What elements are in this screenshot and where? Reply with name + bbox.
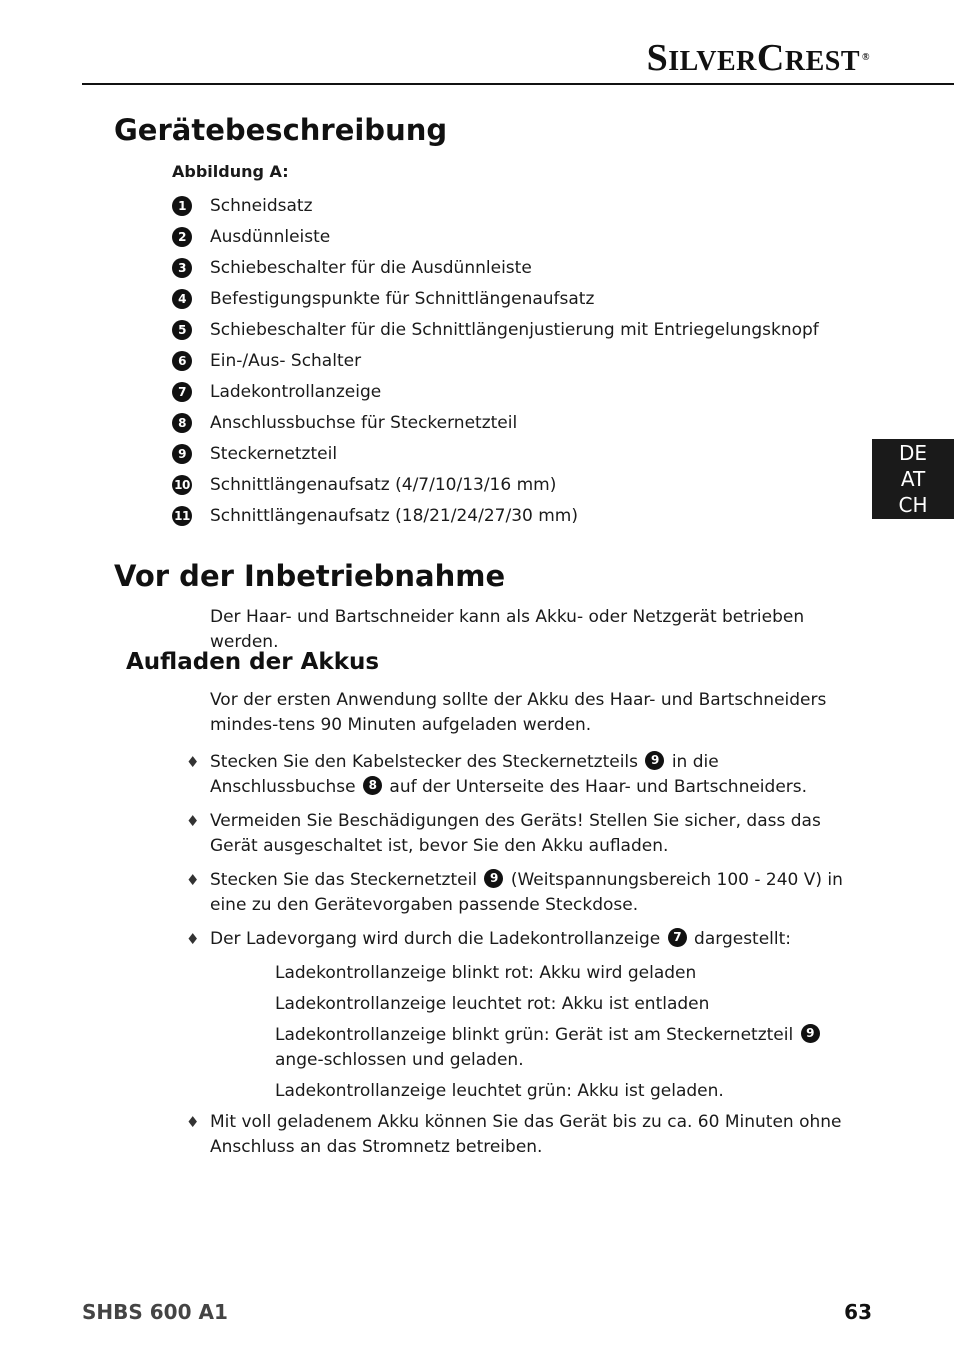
list-item — [172, 190, 819, 221]
brand-logo — [647, 36, 870, 80]
section3-intro: Vor der ersten Anwendung sollte der Akku des Haar- und Bartschneiders mindes-tens 90 Minuten aufgeladen werden. — [210, 690, 827, 735]
bullet-text-part: dargestellt: — [694, 929, 792, 949]
status-line: Ladekontrollanzeige leuchtet grün: Akku ist geladen. — [275, 1081, 724, 1101]
bullet-item — [186, 809, 846, 859]
part-number-badge: 10 — [172, 475, 192, 495]
part-number-badge: 6 — [172, 351, 192, 371]
bullet-text-part: auf der Unterseite des Haar- und Bartschneiders. — [389, 777, 808, 797]
logo-c: C — [756, 37, 785, 79]
part-label: Steckernetzteil — [210, 443, 338, 464]
status-text-part: ange-schlossen und geladen. — [275, 1050, 524, 1070]
bullet-item — [186, 927, 846, 952]
part-number-badge: 9 — [801, 1024, 820, 1043]
logo-ilver: ILVER — [668, 46, 757, 77]
bullet-item — [186, 868, 846, 918]
bullet-text — [210, 750, 846, 800]
logo-rest: REST — [784, 46, 861, 77]
part-label: Ausdünnleiste — [210, 226, 331, 247]
list-item — [172, 469, 819, 500]
part-number-badge: 7 — [172, 382, 192, 402]
bullet-text-part: Stecken Sie das Steckernetzteil — [210, 870, 478, 890]
list-item — [172, 407, 819, 438]
page-number: 63 — [844, 1300, 872, 1324]
part-label: Befestigungspunkte für Schnittlängenaufsatz — [210, 288, 595, 309]
part-number-badge: 5 — [172, 320, 192, 340]
list-item — [172, 283, 819, 314]
bullet-text-part: in die Anschlussbuchse — [210, 752, 719, 797]
part-number-badge: 7 — [668, 928, 687, 947]
bullet-text — [210, 868, 846, 918]
part-number-badge: 8 — [172, 413, 192, 433]
section-title-aufladen-der-akkus: Aufladen der Akkus — [126, 649, 380, 675]
header-rule — [82, 83, 954, 85]
part-number-badge: 9 — [172, 444, 192, 464]
list-item — [172, 500, 819, 531]
part-number-badge: 1 — [172, 196, 192, 216]
bullet-text-part: Stecken Sie den Kabelstecker des Steckernetzteils — [210, 752, 639, 772]
footer-model: SHBS 600 A1 — [82, 1300, 228, 1324]
part-number-badge: 11 — [172, 506, 192, 526]
part-number-badge: 2 — [172, 227, 192, 247]
part-label: Schiebeschalter für die Ausdünnleiste — [210, 257, 532, 278]
bullet-text: Mit voll geladenem Akku können Sie das Gerät bis zu ca. 60 Minuten ohne Anschluss an das Stromnetz betreiben. — [210, 1112, 842, 1157]
bullet-item — [186, 750, 846, 800]
list-item — [172, 438, 819, 469]
language-ch: CH — [898, 493, 928, 517]
part-label: Ladekontrollanzeige — [210, 381, 382, 402]
part-label: Schnittlängenaufsatz (18/21/24/27/30 mm) — [210, 505, 578, 526]
list-item — [172, 376, 819, 407]
part-number-badge: 3 — [172, 258, 192, 278]
bullet-text-part: Der Ladevorgang wird durch die Ladekontrollanzeige — [210, 929, 661, 949]
bullet-text-part: (Weitspannungsbereich 100 - 240 V) in eine zu den Gerätevorgaben passende Steckdose. — [210, 870, 843, 915]
bullet-text — [210, 927, 846, 952]
status-text-part: Ladekontrollanzeige blinkt grün: Gerät ist am Steckernetzteil — [275, 1025, 794, 1045]
logo-registered: ® — [862, 51, 870, 63]
part-label: Schneidsatz — [210, 195, 313, 216]
status-line: Ladekontrollanzeige leuchtet rot: Akku ist entladen — [275, 994, 710, 1014]
part-label: Schnittlängenaufsatz (4/7/10/13/16 mm) — [210, 474, 557, 495]
bullet-diamond-icon: ♦ — [186, 812, 200, 830]
part-number-badge: 4 — [172, 289, 192, 309]
bullet-diamond-icon: ♦ — [186, 1113, 200, 1131]
parts-list — [172, 190, 819, 531]
part-number-badge: 8 — [363, 776, 382, 795]
status-line: Ladekontrollanzeige blinkt rot: Akku wird geladen — [275, 963, 697, 983]
list-item — [172, 221, 819, 252]
language-at: AT — [900, 467, 926, 491]
bullet-diamond-icon: ♦ — [186, 930, 200, 948]
section-title-geraetebeschreibung: Gerätebeschreibung — [114, 113, 448, 147]
list-item — [172, 252, 819, 283]
figure-label: Abbildung A: — [172, 162, 289, 181]
part-number-badge: 9 — [484, 869, 503, 888]
part-label: Ein-/Aus- Schalter — [210, 350, 362, 371]
bullet-diamond-icon: ♦ — [186, 871, 200, 889]
logo-s: S — [646, 37, 669, 79]
language-tab — [872, 439, 954, 519]
list-item — [172, 314, 819, 345]
part-label: Schiebeschalter für die Schnittlängenjustierung mit Entriegelungsknopf — [210, 319, 819, 340]
bullet-text: Vermeiden Sie Beschädigungen des Geräts! Stellen Sie sicher, dass das Gerät ausgeschaltet ist, bevor Sie den Akku aufladen. — [210, 811, 821, 856]
section2-intro: Der Haar- und Bartschneider kann als Akku- oder Netzgerät betrieben werden. — [210, 607, 805, 652]
part-label: Anschlussbuchse für Steckernetzteil — [210, 412, 518, 433]
bullet-item — [186, 1110, 846, 1160]
bullet-diamond-icon: ♦ — [186, 753, 200, 771]
section-title-vor-der-inbetriebnahme: Vor der Inbetriebnahme — [114, 559, 506, 593]
status-line — [275, 1023, 845, 1073]
part-number-badge: 9 — [645, 751, 664, 770]
list-item — [172, 345, 819, 376]
language-de: DE — [898, 441, 928, 465]
